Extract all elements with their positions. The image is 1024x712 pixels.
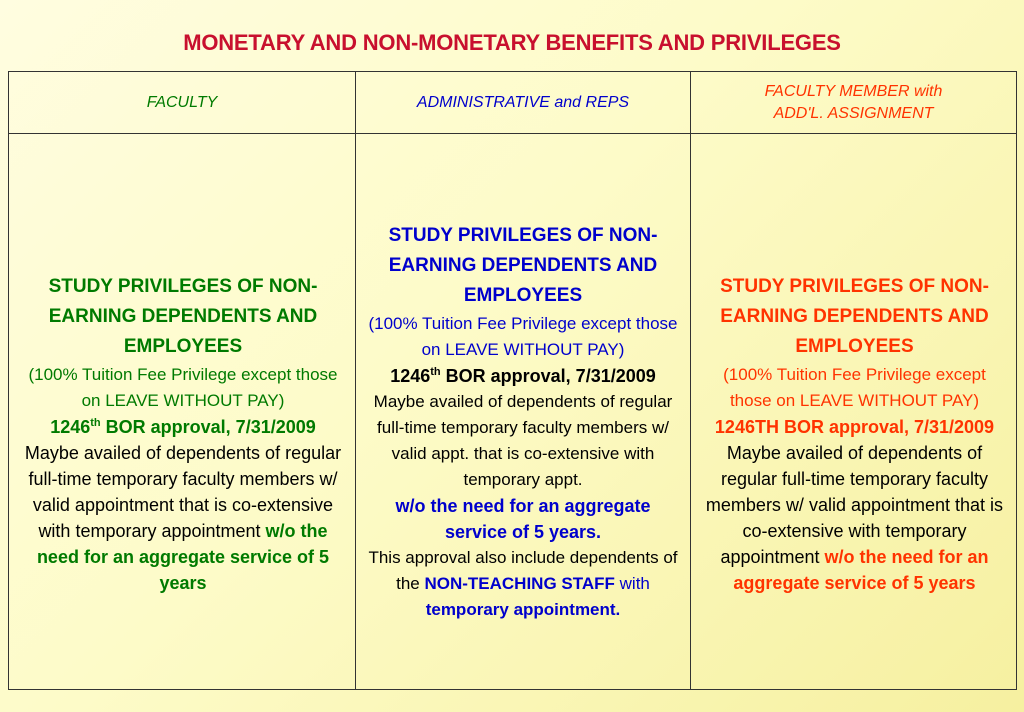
admin-also-text: This approval also include dependents of the xyxy=(368,547,678,593)
body-row xyxy=(9,134,1017,690)
admin-fee-note: (100% Tuition Fee Privilege except those on LEAVE WITHOUT PAY) xyxy=(368,313,678,359)
faculty-addl-bor-approval: 1246TH BOR approval, 7/31/2009 xyxy=(714,416,995,437)
faculty-addl-description xyxy=(701,440,1008,596)
faculty-bor-sup: th xyxy=(90,416,101,429)
admin-also-note xyxy=(362,545,684,623)
faculty-bor-approval xyxy=(21,414,345,440)
faculty-bor-rest: BOR approval, 7/31/2009 xyxy=(100,416,316,437)
faculty-desc-text: Maybe availed of dependents of regular full-time temporary faculty members w/ valid appointment that is co-extensive with temporary appointment xyxy=(24,442,342,541)
admin-privilege-title: STUDY PRIVILEGES OF NON-EARNING DEPENDENTS AND EMPLOYEES xyxy=(388,224,658,306)
admin-bor-num: 1246 xyxy=(390,365,431,386)
faculty-fee-note: (100% Tuition Fee Privilege except those on LEAVE WITHOUT PAY) xyxy=(28,364,338,410)
faculty-addl-privilege-title: STUDY PRIVILEGES OF NON-EARNING DEPENDENTS AND EMPLOYEES xyxy=(720,275,989,357)
admin-also-bold2: temporary appointment. xyxy=(425,599,621,619)
faculty-cell xyxy=(9,134,356,690)
faculty-addl-desc-bold: w/o the need for an aggregate service of 5 years xyxy=(733,546,989,593)
admin-also-bold: NON-TEACHING STAFF xyxy=(424,573,615,593)
header-admin: ADMINISTRATIVE and REPS xyxy=(356,72,691,134)
faculty-privilege-title: STUDY PRIVILEGES OF NON-EARNING DEPENDENTS AND EMPLOYEES xyxy=(48,275,318,357)
faculty-bor-num: 1246 xyxy=(50,416,91,437)
admin-also-with: with xyxy=(614,573,650,593)
admin-cell xyxy=(356,134,691,690)
faculty-desc-bold: w/o the need for an aggregate service of 5 years xyxy=(36,520,330,593)
admin-bor-approval xyxy=(362,363,684,389)
faculty-addl-desc-text: Maybe availed of dependents of regular full-time temporary faculty members w/ valid appointment that is co-extensive with temporary appointment xyxy=(705,442,1004,567)
faculty-description xyxy=(21,440,345,596)
faculty-addl-fee-note: (100% Tuition Fee Privilege except those on LEAVE WITHOUT PAY) xyxy=(723,364,986,410)
header-faculty-addl xyxy=(691,72,1017,134)
admin-bor-rest: BOR approval, 7/31/2009 xyxy=(440,365,656,386)
admin-description: Maybe availed of dependents of regular full-time temporary faculty members w/ valid appt. that is co-extensive with temporary appt. xyxy=(373,391,673,489)
header-faculty-addl-line1: FACULTY MEMBER with xyxy=(764,82,943,100)
header-faculty-addl-line2: ADD'L. ASSIGNMENT xyxy=(773,104,934,122)
admin-bor-sup: th xyxy=(430,365,441,378)
admin-desc-bold: w/o the need for an aggregate service of 5 years. xyxy=(395,495,651,542)
header-faculty: FACULTY xyxy=(9,72,356,134)
benefits-table xyxy=(8,71,1017,690)
page-title: MONETARY AND NON-MONETARY BENEFITS AND PRIVILEGES xyxy=(183,30,841,55)
header-row xyxy=(9,72,1017,134)
faculty-addl-cell xyxy=(691,134,1017,690)
